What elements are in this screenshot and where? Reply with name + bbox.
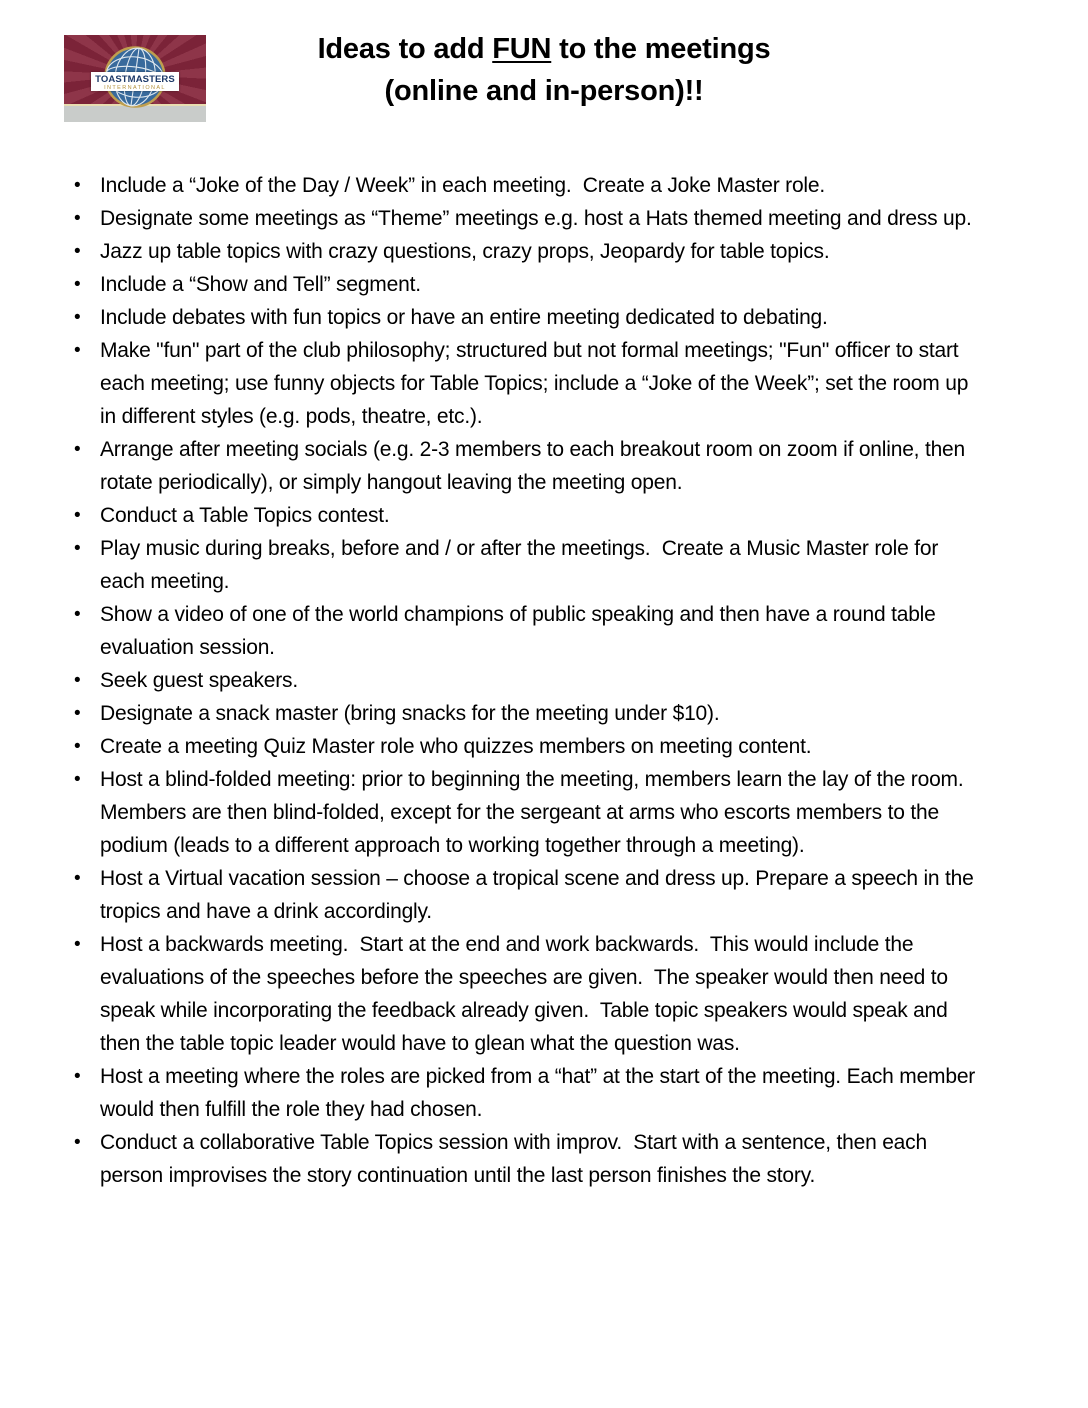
bullet-icon: •: [74, 439, 81, 460]
bullet-text: Conduct a Table Topics contest.: [100, 504, 390, 527]
list-item: [72, 928, 980, 1060]
title-line-1: [0, 28, 1088, 70]
bullet-text: Arrange after meeting socials (e.g. 2-3 members to each breakout room on zoom if online, then rotate periodically), or simply hangout leaving the meeting open.: [100, 438, 971, 494]
list-item: [72, 301, 980, 334]
bullet-icon: •: [74, 208, 81, 229]
bullet-text: Conduct a collaborative Table Topics session with improv. Start with a sentence, then each person improvises the story continuation until the last person finishes the story.: [100, 1131, 933, 1187]
list-item: [72, 598, 980, 664]
bullet-text: Include a “Joke of the Day / Week” in each meeting. Create a Joke Master role.: [100, 174, 826, 197]
bullet-text: Host a backwards meeting. Start at the end and work backwards. This would include the evaluations of the speeches before the speeches are given. The speaker would then need to speak while incorporating the feedback already given. Table topic speakers would speak and then the table topic leader would have to glean what the question was.: [100, 933, 954, 1055]
list-item: [72, 862, 980, 928]
bullet-text: Play music during breaks, before and / or after the meetings. Create a Music Master role for each meeting.: [100, 537, 944, 593]
bullet-text: Host a blind-folded meeting: prior to beginning the meeting, members learn the lay of the room. Members are then blind-folded, except for the sergeant at arms who escorts members to the podium (leads to a different approach to working together through a meeting).: [100, 768, 970, 857]
bullet-text: Include a “Show and Tell” segment.: [100, 273, 421, 296]
bullet-icon: •: [74, 241, 81, 262]
bullet-icon: •: [74, 340, 81, 361]
title-line-2: (online and in-person)!!: [384, 75, 704, 107]
bullet-icon: •: [74, 505, 81, 526]
list-item: [72, 664, 980, 697]
bullet-icon: •: [74, 1132, 81, 1153]
bullet-text: Make "fun" part of the club philosophy; structured but not formal meetings; "Fun" officer to start each meeting; use funny objects for Table Topics; include a “Joke of the Week”; set the room up in different styles (e.g. pods, theatre, etc.).: [100, 339, 974, 428]
bullet-icon: •: [74, 604, 81, 625]
bullet-icon: •: [74, 769, 81, 790]
bullet-icon: •: [74, 868, 81, 889]
list-item: [72, 235, 980, 268]
bullet-icon: •: [74, 307, 81, 328]
bullet-text: Host a Virtual vacation session – choose a tropical scene and dress up. Prepare a speech in the tropics and have a drink accordingly.: [100, 867, 980, 923]
bullet-icon: •: [74, 1066, 81, 1087]
list-item: [72, 532, 980, 598]
list-item: [72, 169, 980, 202]
bullet-text: Designate some meetings as “Theme” meetings e.g. host a Hats themed meeting and dress up.: [100, 207, 972, 230]
bullet-text: Host a meeting where the roles are picked from a “hat” at the start of the meeting. Each member would then fulfill the role they had chosen.: [100, 1065, 981, 1121]
list-item: [72, 697, 980, 730]
bullet-text: Seek guest speakers.: [100, 669, 298, 692]
list-item: [72, 1060, 980, 1126]
logo-subname-text: INTERNATIONAL: [104, 85, 166, 91]
bullet-text: Designate a snack master (bring snacks for the meeting under $10).: [100, 702, 720, 725]
title-part-2: to the meetings: [551, 33, 771, 65]
title-fun-underlined: FUN: [492, 33, 552, 65]
list-item: [72, 268, 980, 301]
bullet-text: Jazz up table topics with crazy questions, crazy props, Jeopardy for table topics.: [100, 240, 830, 263]
bullet-icon: •: [74, 274, 81, 295]
bullet-text: Show a video of one of the world champions of public speaking and then have a round table evaluation session.: [100, 603, 942, 659]
idea-list: [72, 169, 980, 1192]
list-item: [72, 1126, 980, 1192]
list-item: [72, 499, 980, 532]
page-title: [0, 28, 1088, 112]
title-part-1: Ideas to add: [317, 33, 493, 65]
list-item: [72, 334, 980, 433]
list-item: [72, 763, 980, 862]
bullet-icon: •: [74, 703, 81, 724]
bullet-icon: •: [74, 934, 81, 955]
list-item: [72, 433, 980, 499]
list-item: [72, 202, 980, 235]
bullet-icon: •: [74, 175, 81, 196]
bullet-text: Create a meeting Quiz Master role who quizzes members on meeting content.: [100, 735, 812, 758]
bullet-icon: •: [74, 538, 81, 559]
list-item: [72, 730, 980, 763]
bullet-text: Include debates with fun topics or have an entire meeting dedicated to debating.: [100, 306, 828, 329]
bullet-icon: •: [74, 670, 81, 691]
logo-name-text: TOASTMASTERS: [95, 74, 175, 85]
bullet-icon: •: [74, 736, 81, 757]
